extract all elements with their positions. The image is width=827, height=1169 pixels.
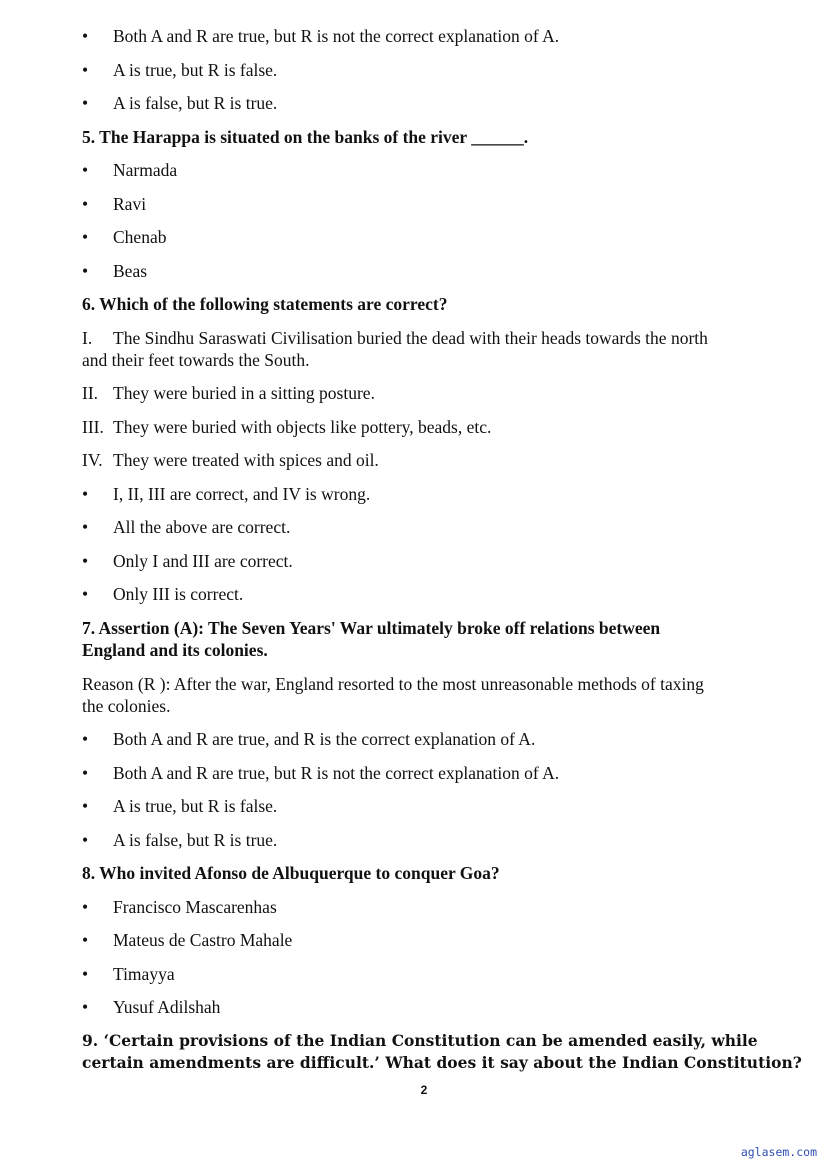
statement-number: I. — [82, 328, 93, 348]
watermark[interactable]: aglasem.com — [740, 1145, 817, 1159]
option-text: I, II, III are correct, and IV is wrong. — [113, 484, 371, 504]
bullet: • — [82, 26, 89, 46]
option-text: Timayya — [113, 964, 175, 984]
option-text: Yusuf Adilshah — [113, 997, 221, 1017]
bullet: • — [82, 160, 89, 180]
bullet: • — [82, 930, 89, 950]
option-text: Both A and R are true, but R is not the correct explanation of A. — [113, 763, 560, 783]
question-8: 8. Who invited Afonso de Albuquerque to conquer Goa? — [82, 863, 500, 883]
question-7-line-1: 7. Assertion (A): The Seven Years' War ultimately broke off relations between — [82, 618, 661, 638]
reason-line-1: Reason (R ): After the war, England resorted to the most unreasonable methods of taxing — [82, 674, 704, 694]
option-text: Mateus de Castro Mahale — [113, 930, 293, 950]
reason-line-2: the colonies. — [82, 696, 171, 716]
bullet: • — [82, 729, 89, 749]
option-text: Ravi — [113, 194, 147, 214]
question-5: 5. The Harappa is situated on the banks of the river ______. — [82, 127, 529, 147]
bullet: • — [82, 194, 89, 214]
bullet: • — [82, 93, 89, 113]
option-text: A is false, but R is true. — [113, 93, 278, 113]
option-text: All the above are correct. — [113, 517, 291, 537]
bullet: • — [82, 227, 89, 247]
option-text: Chenab — [113, 227, 167, 247]
bullet: • — [82, 60, 89, 80]
statement-number: III. — [82, 417, 104, 437]
page-number: 2 — [420, 1083, 428, 1097]
option-text: A is true, but R is false. — [113, 796, 278, 816]
bullet: • — [82, 830, 89, 850]
question-9-line-1: 9. ‘Certain provisions of the Indian Constitution can be amended easily, while — [82, 1031, 758, 1050]
bullet: • — [82, 897, 89, 917]
bullet: • — [82, 964, 89, 984]
bullet: • — [82, 584, 89, 604]
question-7-line-2: England and its colonies. — [82, 640, 268, 660]
bullet: • — [82, 517, 89, 537]
bullet: • — [82, 484, 89, 504]
statement-number: IV. — [82, 450, 103, 470]
option-text: Both A and R are true, but R is not the correct explanation of A. — [113, 26, 560, 46]
bullet: • — [82, 997, 89, 1017]
option-text: Only I and III are correct. — [113, 551, 293, 571]
option-text: Both A and R are true, and R is the correct explanation of A. — [113, 729, 536, 749]
option-text: A is true, but R is false. — [113, 60, 278, 80]
option-text: Beas — [113, 261, 148, 281]
question-6: 6. Which of the following statements are correct? — [82, 294, 448, 314]
bullet: • — [82, 551, 89, 571]
statement-text: They were treated with spices and oil. — [113, 450, 379, 470]
statement-number: II. — [82, 383, 99, 403]
statement-text: They were buried with objects like pottery, beads, etc. — [113, 417, 492, 437]
statement-continuation: and their feet towards the South. — [82, 350, 310, 370]
bullet: • — [82, 763, 89, 783]
option-text: A is false, but R is true. — [113, 830, 278, 850]
option-text: Francisco Mascarenhas — [113, 897, 277, 917]
option-text: Narmada — [113, 160, 178, 180]
bullet: • — [82, 261, 89, 281]
bullet: • — [82, 796, 89, 816]
option-text: Only III is correct. — [113, 584, 244, 604]
question-9-line-2: certain amendments are difficult.’ What does it say about the Indian Constitution? — [82, 1053, 802, 1072]
statement-text: The Sindhu Saraswati Civilisation buried the dead with their heads towards the north — [113, 328, 708, 348]
statement-text: They were buried in a sitting posture. — [113, 383, 375, 403]
